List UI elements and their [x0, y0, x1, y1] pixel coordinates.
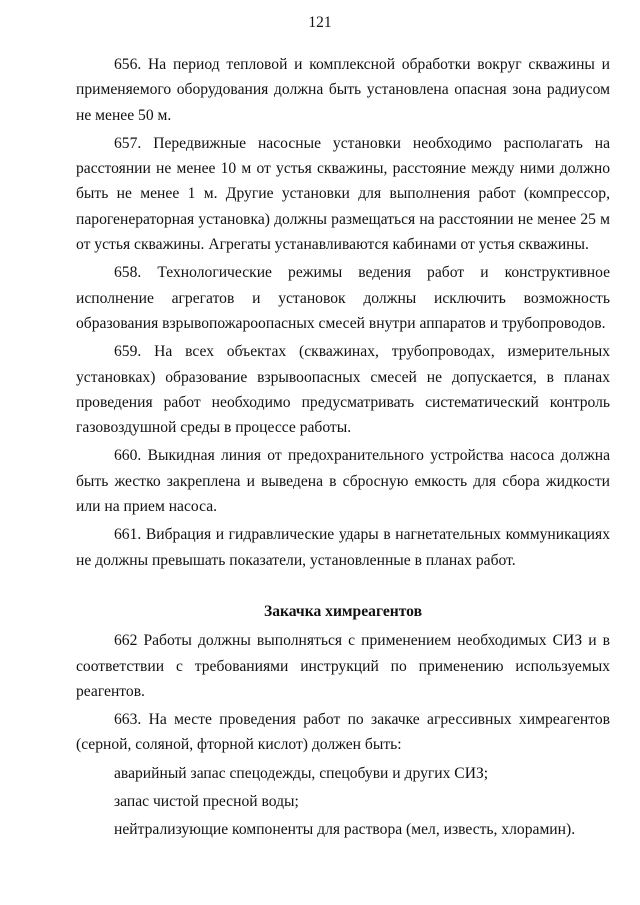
- paragraph-658: 658. Технологические режимы ведения работ и конструктивное исполнение агрегатов и установок должны исключить возможность образования взрывопожароопасных смесей внутри аппаратов и трубопроводов.: [76, 264, 610, 332]
- paragraph-662: 662 Работы должны выполняться с применением необходимых СИЗ и в соответствии с требованиями инструкций по применению используемых реагентов.: [76, 632, 610, 700]
- paragraph-661: 661. Вибрация и гидравлические удары в нагнетательных коммуникациях не должны превышать показатели, установленные в планах работ.: [76, 526, 610, 569]
- paragraph-663: 663. На месте проведения работ по закачке агрессивных химреагентов (серной, соляной, фторной кислот) должен быть:: [76, 711, 610, 754]
- paragraph-656: 656. На период тепловой и комплексной обработки вокруг скважины и применяемого оборудования должна быть установлена опасная зона радиусом не менее 50 м.: [76, 56, 610, 124]
- page-number: 121: [308, 14, 332, 31]
- section-heading: Закачка химреагентов: [263, 602, 423, 620]
- document-body: [76, 52, 610, 846]
- paragraph-659: 659. На всех объектах (скважинах, трубопроводах, измерительных установках) образование взрывоопасных смесей не допускается, в планах проведения работ необходимо предусматривать систематический контроль газовоздушной среды в процессе работы.: [76, 343, 610, 437]
- paragraph-657: 657. Передвижные насосные установки необходимо располагать на расстоянии не менее 10 м от устья скважины, расстояние между ними должно быть не менее 1 м. Другие установки для выполнения работ (компрессор, парогенераторная установка) должны размещаться на расстоянии не менее 25 м от устья скважины. Агрегаты устанавливаются кабинами от устья скважины.: [76, 134, 610, 254]
- list-item-ppe-reserve: аварийный запас спецодежды, спецобуви и других СИЗ;: [114, 764, 489, 782]
- list-item-fresh-water: запас чистой пресной воды;: [114, 793, 299, 811]
- paragraph-660: 660. Выкидная линия от предохранительного устройства насоса должна быть жестко закреплена и выведена в сбросную емкость для сбора жидкости или на прием насоса.: [76, 447, 610, 516]
- list-item-neutralizers: нейтрализующие компоненты для раствора (мел, известь, хлорамин).: [114, 821, 576, 839]
